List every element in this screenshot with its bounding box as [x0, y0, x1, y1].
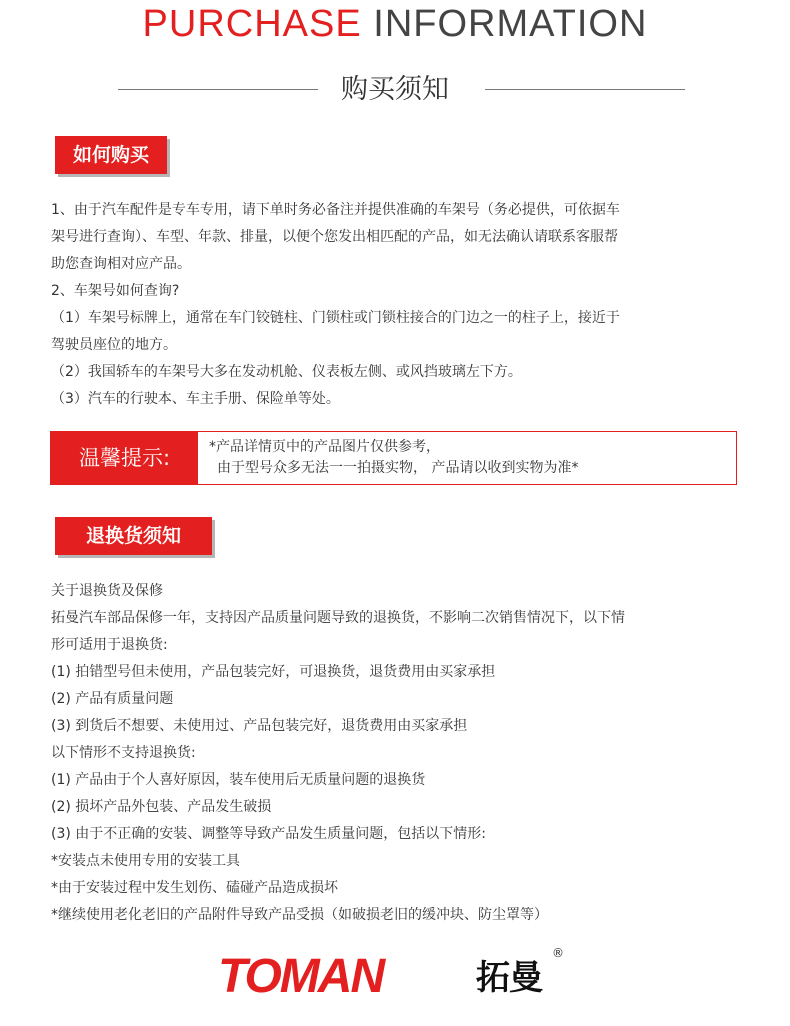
paragraph-line: *安装点未使用专用的安装工具: [51, 853, 240, 869]
paragraph-line: (3) 到货后不想要、未使用过、产品包装完好，退货费用由买家承担: [51, 718, 468, 734]
header-chinese-subtitle: [0, 70, 790, 110]
tip-line: 由于型号众多无法一一拍摄实物， 产品请以收到实物为准*: [217, 460, 579, 476]
paragraph-line: 拓曼汽车部品保修一年，支持因产品质量问题导致的退换货，不影响二次销售情况下，以下情: [51, 610, 625, 626]
section-returns-text: [51, 578, 741, 929]
section-badge-returns: 退换货须知: [55, 517, 212, 555]
paragraph-line: 以下情形不支持退换货:: [51, 745, 196, 761]
tip-line: *产品详情页中的产品图片仅供参考，: [209, 439, 440, 455]
paragraph-line: (2) 损坏产品外包装、产品发生破损: [51, 799, 272, 815]
paragraph-line: *由于安装过程中发生划伤、磕碰产品造成损坏: [51, 880, 338, 896]
warm-tip-box: [50, 431, 737, 485]
logo-latin-text: TOMAN: [218, 950, 384, 1003]
paragraph-line: 关于退换货及保修: [51, 583, 163, 599]
paragraph-line: (1) 产品由于个人喜好原因，装车使用后无质量问题的退换货: [51, 772, 426, 788]
header-english-title: [0, 2, 790, 46]
paragraph-line: 助您查询相对应产品。: [51, 256, 191, 272]
section-badge-how-to-buy: 如何购买: [55, 136, 167, 174]
header-title-red: PURCHASE: [142, 3, 362, 45]
subtitle-text: 购买须知: [341, 74, 449, 105]
logo-chinese-text: 拓曼: [476, 958, 542, 998]
paragraph-line: 形可适用于退换货:: [51, 637, 168, 653]
paragraph-line: 2、车架号如何查询?: [51, 283, 180, 299]
paragraph-line: (1) 拍错型号但未使用，产品包装完好，可退换货，退货费用由买家承担: [51, 664, 496, 680]
paragraph-line: 驾驶员座位的地方。: [51, 337, 177, 353]
warm-tip-text: [209, 437, 578, 479]
paragraph-line: *继续使用老化老旧的产品附件导致产品受损（如破损老旧的缓冲块、防尘罩等）: [51, 907, 548, 923]
header-title-dark: INFORMATION: [373, 3, 648, 45]
paragraph-line: （3）汽车的行驶本、车主手册、保险单等处。: [51, 391, 340, 407]
paragraph-line: （1）车架号标牌上，通常在车门铰链柱、门锁柱或门锁柱接合的门边之一的柱子上，接近于: [51, 310, 620, 326]
section-how-to-buy-text: [51, 197, 741, 413]
paragraph-line: 架号进行查询）、车型、年款、排量，以便个您发出相匹配的产品，如无法确认请联系客服帮: [51, 229, 618, 245]
paragraph-line: (2) 产品有质量问题: [51, 691, 174, 707]
divider-right: [485, 89, 685, 90]
paragraph-line: （2）我国轿车的车架号大多在发动机舱、仪表板左侧、或风挡玻璃左下方。: [51, 364, 522, 380]
paragraph-line: 1、由于汽车配件是专车专用，请下单时务必备注并提供准确的车架号（务必提供，可依据车: [51, 202, 620, 218]
registered-mark-icon: ®: [552, 946, 564, 960]
paragraph-line: (3) 由于不正确的安装、调整等导致产品发生质量问题，包括以下情形:: [51, 826, 486, 842]
warm-tip-label: 温馨提示:: [51, 432, 198, 484]
